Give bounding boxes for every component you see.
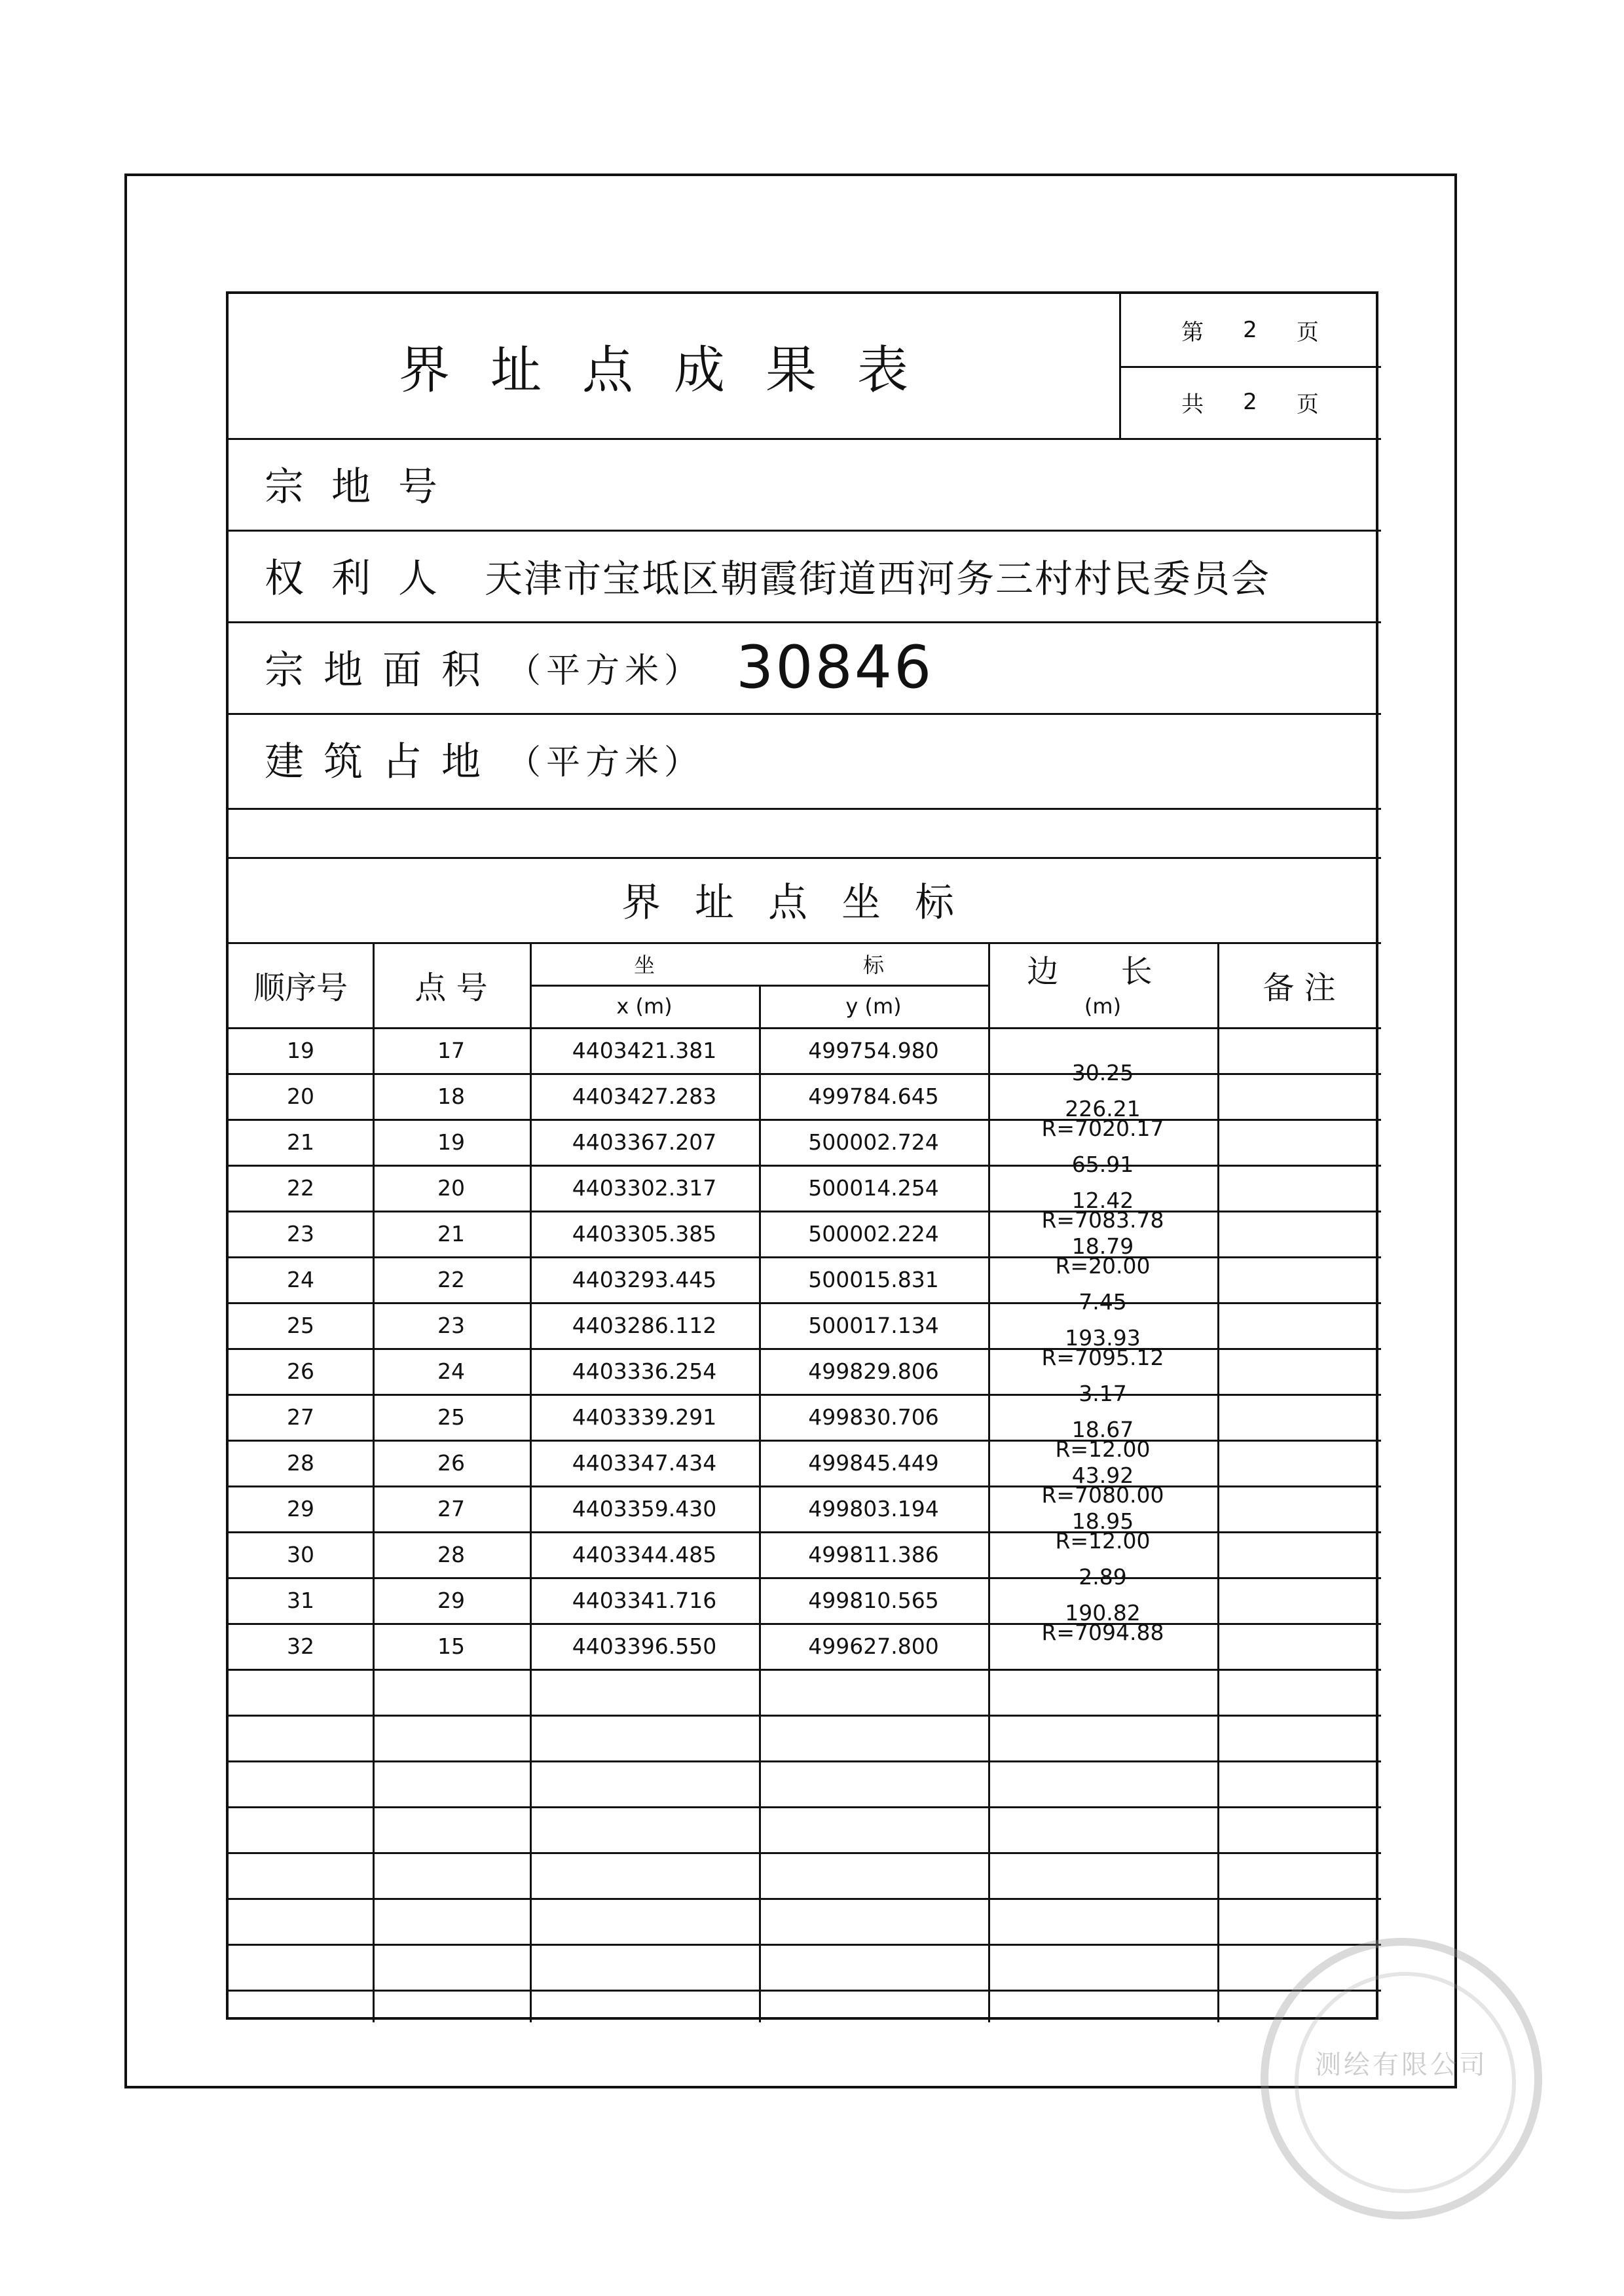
table-cell-point: 28 — [437, 1541, 465, 1567]
owner-label: 权利人 — [265, 556, 465, 602]
table-cell-x: 4403427.283 — [572, 1083, 717, 1109]
edge-length-value: 65.91 — [1071, 1152, 1134, 1177]
edge-length-value: 30.25 — [1071, 1060, 1134, 1085]
table-cell-x: 4403344.485 — [572, 1541, 717, 1567]
edge-length-cell — [988, 1417, 1217, 1463]
table-cell-y: 499627.800 — [808, 1633, 939, 1659]
edge-length-value: 193.93 — [1065, 1325, 1141, 1351]
table-cell-x: 4403367.207 — [572, 1129, 717, 1155]
parcel-number-row — [265, 438, 465, 530]
form-title: 界址点成果表 — [398, 341, 949, 400]
table-cell-seq: 30 — [287, 1541, 314, 1567]
parcel-area-row — [265, 621, 933, 713]
table-cell-point: 29 — [437, 1587, 465, 1613]
parcel-area-value: 30846 — [736, 632, 934, 702]
edge-length-cell — [988, 1050, 1217, 1096]
table-cell-point: 24 — [437, 1358, 465, 1384]
table-cell-seq: 24 — [287, 1266, 314, 1292]
table-cell-y: 499845.449 — [808, 1449, 939, 1476]
edge-length-value: 7.45 — [1079, 1289, 1127, 1315]
table-cell-x: 4403293.445 — [572, 1266, 717, 1292]
table-cell-x: 4403305.385 — [572, 1220, 717, 1247]
edge-length-cell — [988, 1508, 1217, 1554]
edge-length-cell — [988, 1371, 1217, 1417]
table-cell-x: 4403347.434 — [572, 1449, 717, 1476]
edge-length-cell — [988, 1279, 1217, 1325]
table-cell-y: 499784.645 — [808, 1083, 939, 1109]
edge-length-value: 2.89 — [1079, 1564, 1127, 1590]
y-header: y (m) — [845, 993, 902, 1019]
x-header: x (m) — [616, 993, 673, 1019]
boundary-point-results-form — [226, 291, 1378, 2020]
table-cell-seq: 31 — [287, 1587, 314, 1613]
table-cell-x: 4403396.550 — [572, 1633, 717, 1659]
table-cell-point: 15 — [437, 1633, 465, 1659]
table-cell-y: 499754.980 — [808, 1037, 939, 1063]
table-cell-seq: 23 — [287, 1220, 314, 1247]
table-cell-point: 19 — [437, 1129, 465, 1155]
edge-length-cell — [988, 1325, 1217, 1371]
table-cell-y: 500002.724 — [808, 1129, 939, 1155]
building-area-row — [265, 713, 703, 805]
table-cell-y: 500015.831 — [808, 1266, 939, 1292]
parcel-number-label: 宗地号 — [265, 464, 465, 510]
table-cell-seq: 26 — [287, 1358, 314, 1384]
edge-radius-value: R=7080.00 — [1041, 1482, 1164, 1508]
edge-radius-value: R=7095.12 — [1041, 1345, 1164, 1370]
edge-radius-value: R=7020.17 — [1041, 1116, 1164, 1141]
table-cell-seq: 29 — [287, 1495, 314, 1522]
table-cell-y: 500014.254 — [808, 1175, 939, 1201]
point-header: 点 号 — [415, 969, 488, 1006]
page-number: 第 2 页 — [1181, 317, 1319, 346]
table-cell-seq: 32 — [287, 1633, 314, 1659]
table-cell-point: 18 — [437, 1083, 465, 1109]
table-cell-x: 4403359.430 — [572, 1495, 717, 1522]
owner-row — [265, 530, 1270, 621]
edge-radius-value: R=7083.78 — [1041, 1207, 1164, 1233]
table-cell-seq: 22 — [287, 1175, 314, 1201]
edge-radius-value: R=7094.88 — [1041, 1620, 1164, 1645]
seq-header: 顺序号 — [253, 969, 348, 1006]
edge-length-cell — [988, 1142, 1217, 1188]
table-cell-point: 25 — [437, 1404, 465, 1430]
edge-length-cell — [988, 1600, 1217, 1646]
table-cell-y: 499811.386 — [808, 1541, 939, 1567]
edge-length-value: 12.42 — [1071, 1188, 1134, 1213]
edge-length-value: 43.92 — [1071, 1463, 1134, 1488]
table-cell-point: 20 — [437, 1175, 465, 1201]
edge-length-value: 18.79 — [1071, 1233, 1134, 1259]
edge-length-cell — [988, 1463, 1217, 1508]
coordinates-title: 界址点坐标 — [621, 880, 988, 926]
edge-radius-value: R=12.00 — [1055, 1528, 1151, 1554]
table-cell-seq: 21 — [287, 1129, 314, 1155]
table-cell-seq: 25 — [287, 1312, 314, 1338]
table-cell-y: 500017.134 — [808, 1312, 939, 1338]
edge-radius-value: R=12.00 — [1055, 1436, 1151, 1462]
table-cell-y: 499810.565 — [808, 1587, 939, 1613]
table-cell-x: 4403302.317 — [572, 1175, 717, 1201]
table-cell-point: 27 — [437, 1495, 465, 1522]
edge-length-value: 18.67 — [1071, 1417, 1134, 1442]
building-area-unit: （平方米） — [507, 742, 704, 782]
edge-length-cell — [988, 1554, 1217, 1600]
table-cell-y: 499830.706 — [808, 1404, 939, 1430]
table-cell-point: 17 — [437, 1037, 465, 1063]
table-cell-point: 26 — [437, 1449, 465, 1476]
edge-length-cell — [988, 1233, 1217, 1279]
table-cell-x: 4403336.254 — [572, 1358, 717, 1384]
edge-length-cell — [988, 1188, 1217, 1233]
page-total: 共 2 页 — [1181, 389, 1319, 418]
edge-length-value: 190.82 — [1065, 1600, 1141, 1626]
owner-value: 天津市宝坻区朝霞街道西河务三村村民委员会 — [485, 556, 1271, 601]
table-cell-seq: 20 — [287, 1083, 314, 1109]
table-cell-x: 4403341.716 — [572, 1587, 717, 1613]
note-header: 备 注 — [1263, 969, 1336, 1006]
table-cell-y: 499829.806 — [808, 1358, 939, 1384]
table-cell-seq: 27 — [287, 1404, 314, 1430]
table-cell-y: 500002.224 — [808, 1220, 939, 1247]
table-cell-x: 4403421.381 — [572, 1037, 717, 1063]
coord-header-left: 坐 — [633, 952, 655, 977]
table-cell-point: 21 — [437, 1220, 465, 1247]
table-cell-point: 23 — [437, 1312, 465, 1338]
table-cell-y: 499803.194 — [808, 1495, 939, 1522]
table-cell-point: 22 — [437, 1266, 465, 1292]
parcel-area-label: 宗地面积 — [265, 647, 500, 693]
building-area-label: 建筑占地 — [265, 739, 500, 785]
parcel-area-unit: （平方米） — [507, 651, 704, 691]
edge-length-cell — [988, 1096, 1217, 1142]
table-cell-x: 4403339.291 — [572, 1404, 717, 1430]
table-cell-x: 4403286.112 — [572, 1312, 717, 1338]
coord-header-right: 标 — [862, 952, 884, 977]
company-seal-stamp: 测绘有限公司 — [1261, 1938, 1542, 2219]
edge-length-value: 3.17 — [1079, 1381, 1127, 1406]
edge-length-value: 226.21 — [1065, 1096, 1141, 1121]
table-cell-seq: 28 — [287, 1449, 314, 1476]
edge-length-header: 边 长 — [1027, 953, 1179, 990]
edge-radius-value: R=20.00 — [1055, 1253, 1151, 1279]
edge-length-unit: (m) — [1084, 993, 1122, 1019]
table-cell-seq: 19 — [287, 1037, 314, 1063]
edge-length-value: 18.95 — [1071, 1508, 1134, 1534]
